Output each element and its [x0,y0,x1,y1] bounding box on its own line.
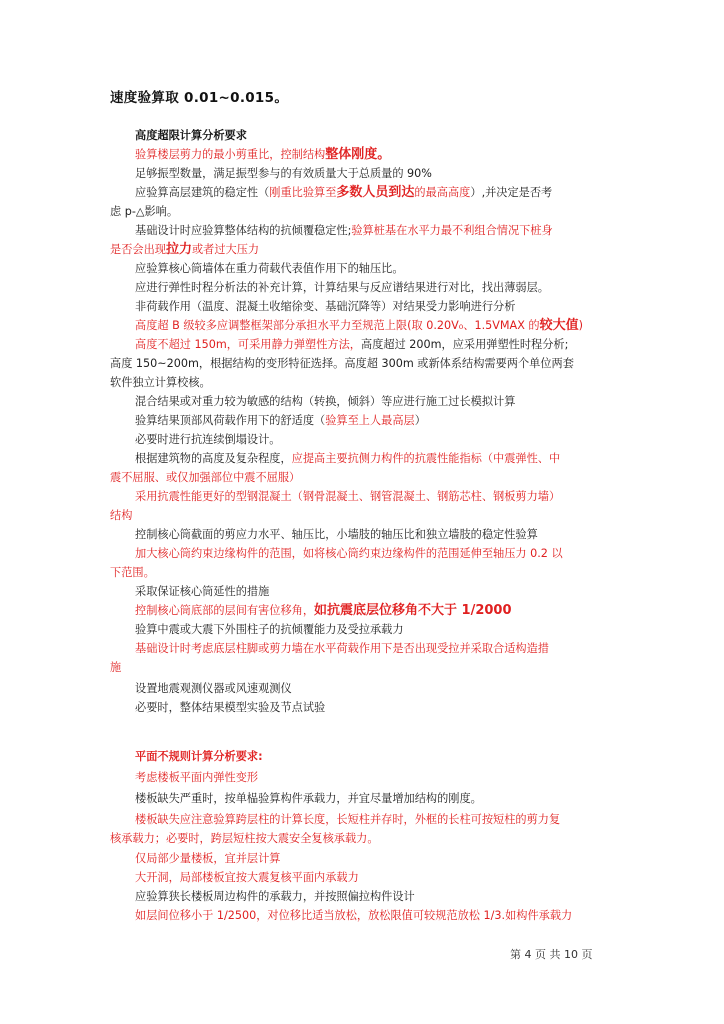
line-14: 混合结果或对重力较为敏感的结构（转换，倾斜）等应进行施工过长模拟计算 [135,395,516,408]
line-17: 根据建筑物的高度及复杂程度，应提高主要抗侧力构件的抗震性能指标（中震弹性、中 [135,452,561,465]
line-25: 控制核心筒底部的层间有害位移角，如抗震底层位移角不大于 1/2000 [135,603,512,618]
line-19: 采用抗震性能更好的型钢混凝土（钢骨混凝土、钢管混凝土、钢筋芯柱、钢板剪力墙） [135,490,561,503]
line-27: 基础设计时考虑底层柱脚或剪力墙在水平荷载作用下是否出现受拉并采取合适构造措 [135,642,549,655]
line-9: 非荷载作用（温度、混凝土收缩徐变、基础沉降等）对结果受力影响进行分析 [135,300,516,313]
line-4: 虑 p-△影响。 [110,205,179,218]
plan-line-2: 楼板缺失严重时，按单榀验算构件承载力，并宜尽量增加结构的刚度。 [135,792,482,805]
top-line: 速度验算取 0.01~0.015。 [110,90,289,106]
section-heading-height: 高度超限计算分析要求 [135,129,247,142]
line-21: 控制核心筒截面的剪应力水平、轴压比，小墙肢的轴压比和独立墙肢的稳定性验算 [135,528,538,541]
line-23: 下范围。 [110,566,155,579]
line-22: 加大核心筒约束边缘构件的范围，如将核心筒约束边缘构件的范围延伸至轴压力 0.2 以 [135,547,563,560]
line-3: 应验算高层建筑的稳定性（刚重比验算至多数人员到达的最高高度）,并决定是否考 [135,185,553,200]
plan-line-4: 核承载力；必要时，跨层短柱按大震安全复核承载力。 [110,832,379,845]
page-number-footer: 第 4 页 共 10 页 [510,948,593,961]
line-15: 验算结果顶部风荷载作用下的舒适度（验算至上人最高层） [135,414,426,427]
plan-line-1: 考虑楼板平面内弹性变形 [135,771,259,784]
line-16: 必要时进行抗连续倒塌设计。 [135,433,281,446]
line-2: 足够振型数量，满足振型参与的有效质量大于总质量的 90% [135,167,432,180]
line-11: 高度不超过 150m，可采用静力弹塑性方法，高度超过 200m，应采用弹塑性时程分析; [135,338,569,351]
line-12: 高度 150~200m，根据结构的变形特征选择。高度超 300m 或新体系结构需要两个单位两套 [110,357,574,370]
line-20: 结构 [110,509,133,522]
section-heading-plan: 平面不规则计算分析要求: [135,750,263,763]
line-10: 高度超 B 级较多应调整框架部分承担水平力至规范上限(取 0.20V₀、1.5VMAX 的较大值) [135,318,583,333]
line-8: 应进行弹性时程分析法的补充计算，计算结果与反应谱结果进行对比，找出薄弱层。 [135,281,549,294]
plan-line-5: 仅局部少量楼板，宜并层计算 [135,852,281,865]
line-26: 验算中震或大震下外围柱子的抗倾覆能力及受拉承载力 [135,623,404,636]
line-30: 必要时，整体结果模型实验及节点试验 [135,701,326,714]
plan-line-8: 如层间位移小于 1/2500，对位移比适当放松，放松限值可较规范放松 1/3.如构件承载力 [135,909,573,922]
line-5: 基础设计时应验算整体结构的抗倾覆稳定性;验算桩基在水平力最不利组合情况下桩身 [135,224,553,237]
plan-line-3: 楼板缺失应注意验算跨层柱的计算长度，长短柱并存时，外框的长柱可按短柱的剪力复 [135,813,561,826]
line-28: 施 [110,661,122,674]
line-7: 应验算核心筒墙体在重力荷载代表值作用下的轴压比。 [135,262,404,275]
plan-line-6: 大开洞，局部楼板宜按大震复核平面内承载力 [135,871,359,884]
line-18: 震不屈服、或仅加强部位中震不屈服） [110,471,301,484]
line-6: 是否会出现拉力或者过大压力 [110,242,260,257]
line-29: 设置地震观测仪器或风速观测仪 [135,682,292,695]
line-24: 采取保证核心筒延性的措施 [135,585,270,598]
line-13: 软件独立计算校核。 [110,376,211,389]
line-1: 验算楼层剪力的最小剪重比，控制结构整体刚度。 [135,147,391,162]
plan-line-7: 应验算狭长楼板周边构件的承载力，并按照偏拉构件设计 [135,890,415,903]
